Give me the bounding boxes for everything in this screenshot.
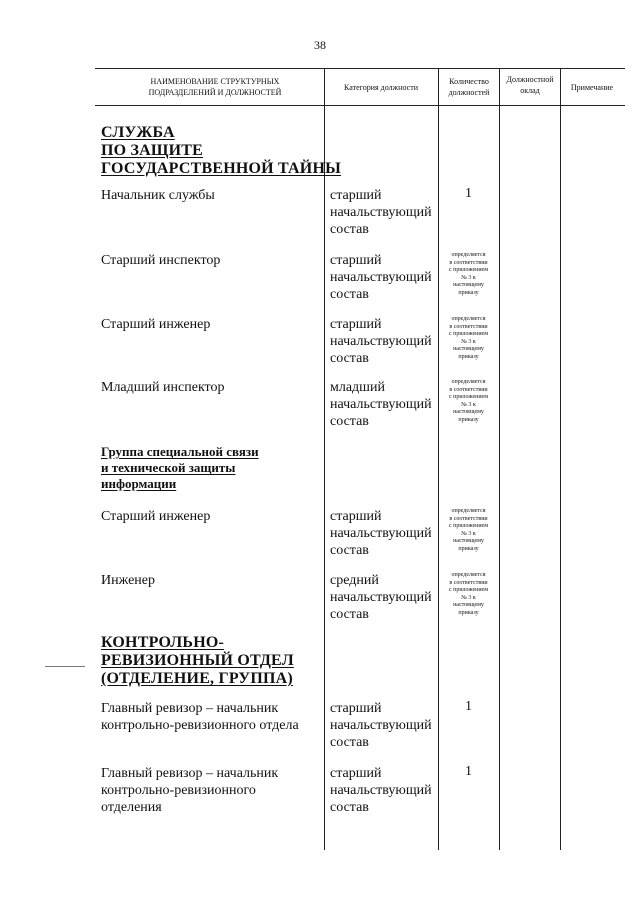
section-title-line: Группа специальной связи (101, 444, 259, 459)
quantity-note-line: определяется (451, 508, 486, 514)
quantity-note (438, 316, 499, 362)
category-line: средний (330, 573, 379, 588)
position-name: Старший инженер (101, 509, 211, 524)
column-divider-1 (324, 68, 325, 850)
section-title-line: ПО ЗАЩИТЕ (101, 142, 204, 159)
position-name (101, 765, 278, 816)
quantity-note-line: настоящему (453, 602, 484, 609)
section-title-line: (ОТДЕЛЕНИЕ, ГРУППА) (101, 670, 293, 687)
category-line: состав (330, 543, 369, 558)
category-line: начальствующий (330, 334, 432, 349)
category-line: начальствующий (330, 783, 432, 798)
position-category (330, 572, 432, 623)
category-line: начальствующий (330, 205, 432, 220)
category-line: начальствующий (330, 590, 432, 605)
position-name-line: Главный ревизор – начальник (101, 766, 279, 781)
quantity-note-line: приказу (458, 353, 479, 360)
position-quantity: 1 (465, 764, 472, 779)
quantity-note-line: определяется (451, 572, 486, 578)
position-name (101, 700, 299, 734)
category-line: состав (330, 414, 369, 429)
quantity-note-line: приказу (458, 416, 479, 423)
position-category (330, 765, 432, 816)
section-title-line: информации (101, 476, 177, 491)
section-title-line: ГОСУДАРСТВЕННОЙ ТАЙНЫ (101, 160, 342, 177)
category-line: состав (330, 607, 369, 622)
position-category (330, 316, 432, 367)
category-line: начальствующий (330, 397, 432, 412)
category-line: старший (330, 701, 382, 716)
category-line: старший (330, 317, 382, 332)
quantity-note (438, 572, 499, 618)
quantity-note-line: с приложением (448, 394, 489, 401)
quantity-note-line: с приложением (448, 587, 489, 594)
section-title-line: СЛУЖБА (101, 124, 175, 141)
header-quantity-column: Количество должностей (448, 77, 490, 97)
section-title-line: и технической защиты (101, 460, 236, 475)
section-title-state-secret-service (101, 124, 341, 178)
margin-mark (45, 666, 85, 667)
quantity-note-line: настоящему (453, 282, 484, 289)
quantity-note-line: определяется (451, 252, 486, 258)
quantity-note-line: № 3 к (461, 530, 476, 537)
category-line: младший (330, 380, 385, 395)
table-header-bottom-border (95, 105, 625, 106)
position-name: Младший инспектор (101, 380, 225, 395)
position-name: Старший инженер (101, 317, 211, 332)
position-name-line: контрольно-ревизионного (101, 783, 256, 798)
quantity-note-line: настоящему (453, 538, 484, 545)
quantity-note-line: № 3 к (461, 274, 476, 281)
category-line: начальствующий (330, 270, 432, 285)
quantity-note-line: № 3 к (461, 401, 476, 408)
quantity-note-line: определяется (451, 316, 486, 322)
page-number: 38 (314, 38, 326, 52)
quantity-note (438, 252, 499, 298)
category-line: состав (330, 287, 369, 302)
quantity-note (438, 379, 499, 425)
position-category (330, 700, 432, 751)
header-salary-column: Должностной оклад (506, 75, 554, 95)
quantity-note-line: в соответствии (449, 259, 488, 266)
position-name-line: контрольно-ревизионного отдела (101, 718, 299, 733)
column-divider-4 (560, 68, 561, 850)
category-line: состав (330, 351, 369, 366)
section-title-line: РЕВИЗИОННЫЙ ОТДЕЛ (101, 652, 294, 669)
position-category (330, 379, 432, 430)
category-line: старший (330, 188, 382, 203)
header-category-column: Категория должности (344, 83, 418, 92)
position-name-line: отделения (101, 800, 162, 815)
category-line: старший (330, 253, 382, 268)
category-line: начальствующий (330, 526, 432, 541)
quantity-note-line: № 3 к (461, 594, 476, 601)
header-name-column: НАИМЕНОВАНИЕ СТРУКТУРНЫХ ПОДРАЗДЕЛЕНИЙ И ДОЛЖНОСТЕЙ (148, 77, 282, 97)
quantity-note-line: приказу (458, 609, 479, 616)
quantity-note-line: в соответствии (449, 323, 488, 330)
position-name: Инженер (101, 573, 156, 588)
quantity-note-line: № 3 к (461, 338, 476, 345)
quantity-note-line: в соответствии (449, 386, 488, 393)
quantity-note-line: в соответствии (449, 579, 488, 586)
quantity-note-line: с приложением (448, 523, 489, 530)
position-category (330, 508, 432, 559)
category-line: старший (330, 766, 382, 781)
quantity-note-line: настоящему (453, 409, 484, 416)
position-category (330, 252, 432, 303)
category-line: начальствующий (330, 718, 432, 733)
position-name: Начальник службы (101, 188, 215, 203)
category-line: состав (330, 735, 369, 750)
category-line: состав (330, 800, 369, 815)
position-quantity: 1 (465, 186, 472, 201)
position-name: Старший инспектор (101, 253, 221, 268)
position-category (330, 187, 432, 238)
column-divider-3 (499, 68, 500, 850)
section-title-line: КОНТРОЛЬНО- (101, 634, 225, 651)
header-note-column: Примечание (570, 83, 614, 92)
quantity-note-line: настоящему (453, 346, 484, 353)
quantity-note-line: приказу (458, 289, 479, 296)
quantity-note (438, 508, 499, 554)
quantity-note-line: с приложением (448, 267, 489, 274)
table-top-border (95, 68, 625, 69)
position-quantity: 1 (465, 699, 472, 714)
section-title-special-communications-group (101, 444, 259, 492)
position-name-line: Главный ревизор – начальник (101, 701, 279, 716)
quantity-note-line: с приложением (448, 331, 489, 338)
section-title-audit-department (101, 634, 294, 688)
category-line: состав (330, 222, 369, 237)
quantity-note-line: в соответствии (449, 515, 488, 522)
quantity-note-line: определяется (451, 379, 486, 385)
quantity-note-line: приказу (458, 545, 479, 552)
category-line: старший (330, 509, 382, 524)
